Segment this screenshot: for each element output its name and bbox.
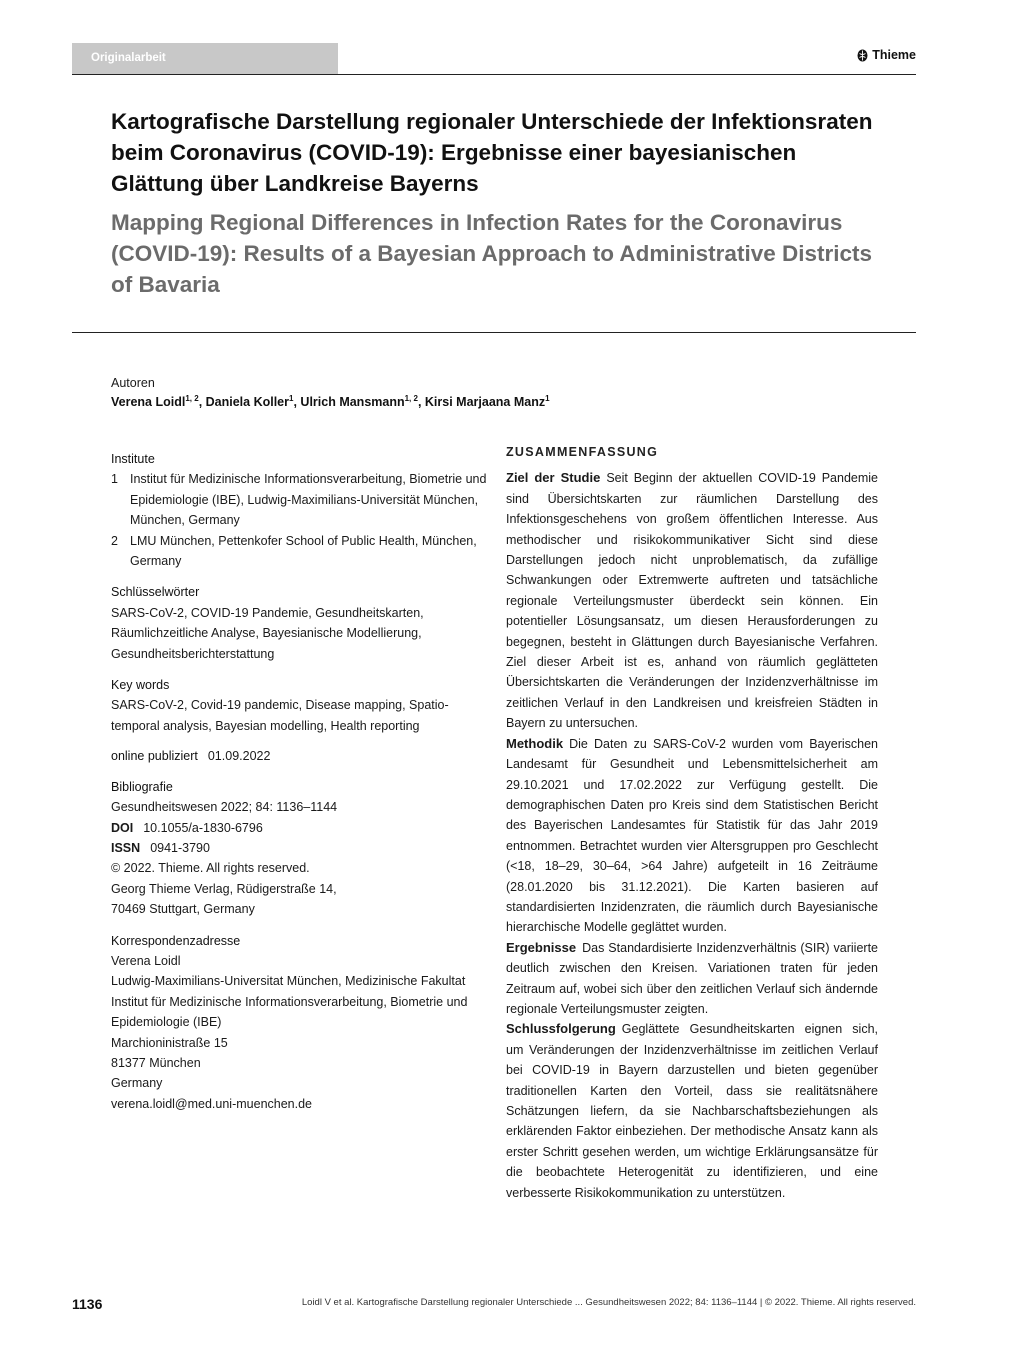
- bibliography-label: Bibliografie: [111, 779, 173, 794]
- bibliography-address: Georg Thieme Verlag, Rüdigerstraße 14,: [111, 881, 337, 896]
- correspondence-line: 81377 München: [111, 1055, 201, 1070]
- title-english: Mapping Regional Differences in Infection Rates for the Coronavirus (COVID-19): Results of a Bayesian Approach to Administrative Districts of Bavaria: [111, 210, 873, 297]
- correspondence-line: Institut für Medizinische Informationsverarbeitung, Biometrie und Epidemiologie (IBE): [111, 994, 468, 1030]
- author-affiliation: 1, 2: [185, 393, 199, 403]
- institutes-label: Institute: [111, 452, 155, 466]
- institute-text: LMU München, Pettenkofer School of Public Health, München, Germany: [130, 533, 477, 569]
- correspondence-label: Korrespondenzadresse: [111, 933, 241, 948]
- keywords-en-label: Key words: [111, 678, 170, 693]
- correspondence-line: Ludwig-Maximilians-Universitat München, Medizinische Fakultat: [111, 974, 466, 989]
- bibliography-issn: [111, 838, 491, 858]
- bibliography-journal: Gesundheitswesen 2022; 84: 1136–1144: [111, 800, 338, 815]
- abstract-section-text: Seit Beginn der aktuellen COVID-19 Pandemie sind Übersichtskarten zur räumlichen Darstellung des Infektionsgeschehens von großem öffentlichen Interesse. Aus methodischer und risikokommunikativer Sicht sind diese Darstellungen jedoch nicht unproblematisch, da zufällige Schwankungen oder Extremwerte auftreten und tatsächliche regionale Verteilungsmuster überdeckt sein können. Ein potentieller Lösungsansatz, um diesen Herausforderungen zu begegnen, besteht in Glättungen durch Bayesianische Verfahren. Ziel dieser Arbeit ist es, anhand von räumlich geglätteten Übersichtskarten die Veränderungen der Inzidenzverhältnisse im zeitlichen Verlauf in den Landkreisen und kreisfreien Städten in Bayern zu untersuchen.: [506, 471, 879, 731]
- author-name: Daniela Koller: [205, 395, 290, 409]
- author-name: Ulrich Mansmann: [300, 395, 405, 409]
- title-rule: [72, 332, 916, 333]
- author-name: Verena Loidl: [111, 395, 186, 409]
- correspondence-line: Marchioninistraße 15: [111, 1035, 228, 1050]
- online-published: [111, 746, 491, 766]
- page-number: 1136: [72, 1296, 103, 1312]
- abstract-section: [506, 468, 878, 733]
- author-separator: ,: [417, 395, 425, 409]
- abstract-section: [506, 734, 878, 938]
- abstract-section-label: Schlussfolgerung: [506, 1021, 616, 1037]
- abstract-section-text: Geglättete Gesundheitskarten eignen sich, um Veränderungen der Inzidenzverhältnisse im zeitlichen Verlauf bei COVID-19 in Bayern darzustellen und bieten gegenüber traditionellen Karten den Vorteil, dass sie realitätsnähere Schätzungen liefern, da sie Nachbarschaftsbeziehungen als erklärenden Faktor einbeziehen. Der methodische Ansatz kann als erster Schritt gesehen werden, um wichtige Erklärungsansätze für die beobachtete Heterogenität zu identifizieren, und eine verbesserte Risikokommunikation zu unterstützen.: [506, 1022, 878, 1200]
- author-separator: ,: [293, 395, 301, 409]
- author-separator: ,: [198, 395, 206, 409]
- publisher-logo: [857, 48, 916, 62]
- keywords-de-text: SARS-CoV-2, COVID-19 Pandemie, Gesundheitskarten, Räumlichzeitliche Analyse, Bayesianische Modellierung, Gesundheitsberichterstattung: [111, 605, 424, 661]
- correspondence-email: verena.loidl@med.uni-muenchen.de: [111, 1096, 313, 1111]
- doi-value: 10.1055/a-1830-6796: [143, 820, 263, 835]
- abstract-heading: ZUSAMMENFASSUNG: [506, 445, 659, 459]
- institute-number: 1: [111, 472, 118, 487]
- metadata-column: [111, 449, 491, 1114]
- abstract-section-label: Ergebnisse: [506, 939, 577, 955]
- abstract: [506, 442, 878, 1203]
- section-tab-label: Originalarbeit: [91, 52, 166, 64]
- keywords-de-label: Schlüsselwörter: [111, 585, 200, 600]
- bibliography-doi: [111, 818, 491, 838]
- abstract-section: [506, 1019, 878, 1203]
- section-tab: [72, 43, 338, 74]
- online-date: 01.09.2022: [207, 749, 271, 764]
- author-affiliation: 1: [545, 393, 550, 403]
- institute-number: 2: [111, 533, 118, 548]
- footer-citation: Loidl V et al. Kartografische Darstellung regionaler Unterschiede ... Gesundheitswesen 2022; 84: 1136–1144 | © 2022. Thieme. All rights reserved.: [301, 1297, 916, 1308]
- author-list: [111, 395, 550, 409]
- keywords-en-text: SARS-CoV-2, Covid-19 pandemic, Disease mapping, Spatio-temporal analysis, Bayesian modelling, Health reporting: [111, 698, 449, 733]
- abstract-section: [506, 938, 878, 1020]
- issn-value: 0941-3790: [150, 840, 210, 855]
- abstract-section-text: Das Standardisierte Inzidenzverhältnis (SIR) variierte deutlich zwischen den Kreisen. Variationen traten für jeden Zeitraum auf, wobei sich über den zeitlichen Verlauf sich ändernde regionale Verteilungsmuster zeigten.: [506, 940, 878, 1016]
- author-name: Kirsi Marjaana Manz: [424, 395, 546, 409]
- abstract-section-label: Methodik: [506, 735, 564, 751]
- thieme-logo-icon: [857, 49, 868, 62]
- publisher-name: Thieme: [872, 48, 916, 62]
- online-label: online publiziert: [111, 749, 198, 764]
- abstract-section-text: Die Daten zu SARS-CoV-2 wurden vom Bayerischen Landesamt für Gesundheit und Lebensmittelsicherheit am 29.10.2021 und 17.02.2022 zur Verfügung gestellt. Die demographischen Daten pro Kreis sind dem Statistischen Bericht des Bayerischen Landesamtes für Statistik für das Jahr 2019 entnommen. Betrachtet wurden vier Altersgruppen pro Geschlecht (<18, 18–29, 30–64, >64 Jahre) aufgeteilt in 16 Zeiträume (28.01.2020 bis 31.12.2021). Die Karten basieren auf standardisierten Inzidenzraten, die räumlich durch Bayesianische hierarchische Modelle geglättet wurden.: [506, 736, 878, 935]
- authors-label: Autoren: [111, 376, 155, 390]
- bibliography-address: 70469 Stuttgart, Germany: [111, 902, 255, 917]
- bibliography-copyright: © 2022. Thieme. All rights reserved.: [111, 861, 310, 876]
- issn-label: ISSN: [111, 840, 141, 855]
- doi-label: DOI: [111, 820, 134, 835]
- title-german: Kartografische Darstellung regionaler Unterschiede der Infektionsraten beim Coronavirus (COVID-19): Ergebnisse einer bayesianischen Glättung über Landkreise Bayerns: [111, 109, 873, 196]
- institute-item: [111, 469, 491, 530]
- author-affiliation: 1, 2: [404, 393, 418, 403]
- correspondence-line: Germany: [111, 1076, 163, 1091]
- correspondence-line: Verena Loidl: [111, 953, 181, 968]
- header-rule: [72, 74, 916, 75]
- institute-text: Institut für Medizinische Informationsverarbeitung, Biometrie und Epidemiologie (IBE), Ludwig-Maximilians-Universität München, München, Germany: [130, 472, 487, 528]
- institute-item: [111, 531, 491, 572]
- abstract-section-label: Ziel der Studie: [506, 470, 601, 486]
- author-affiliation: 1: [289, 393, 294, 403]
